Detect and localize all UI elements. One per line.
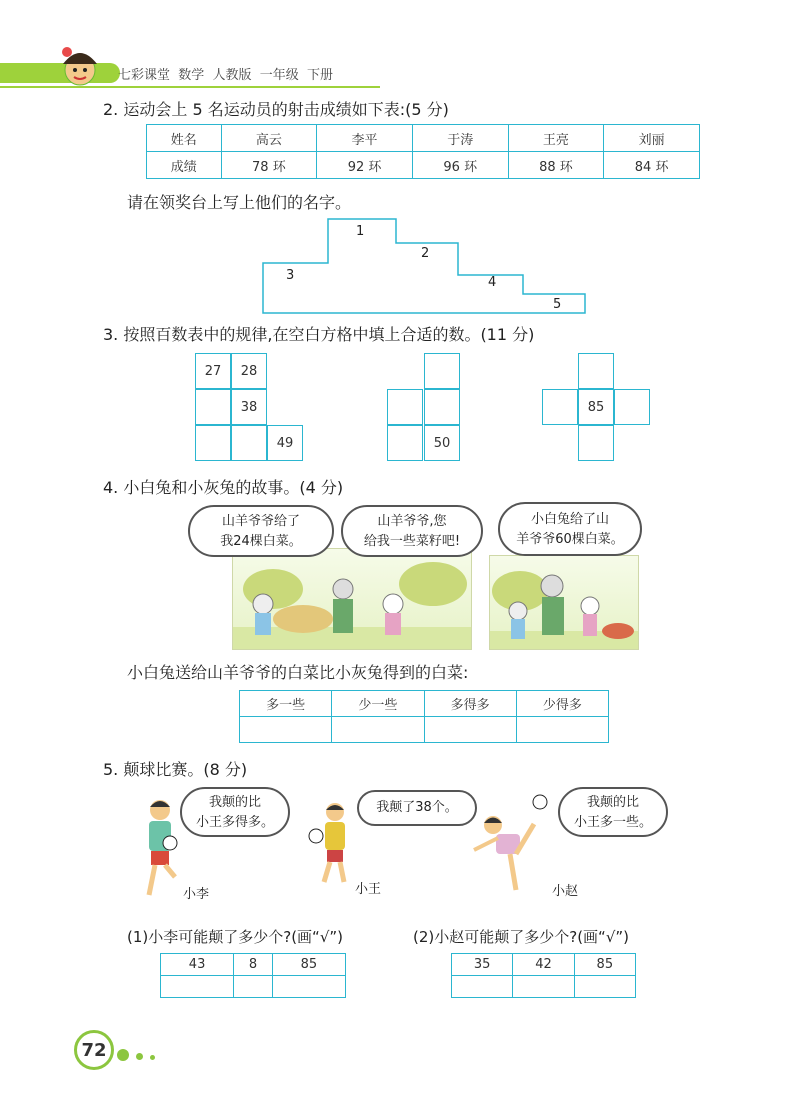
- podium-rank-4: 4: [488, 275, 497, 290]
- bubble-line: 小王多一些。: [573, 815, 652, 830]
- story-scene-2: [489, 555, 639, 650]
- grid1-blank-cell[interactable]: [231, 425, 267, 461]
- option-label: 多一些: [240, 691, 332, 717]
- bubble-line: 小白兔给了山: [530, 512, 609, 527]
- choice-value: 85: [574, 954, 635, 976]
- q4-title: 4. 小白兔和小灰兔的故事。(4 分): [103, 478, 344, 497]
- rabbits-goat-illustration: [233, 549, 471, 649]
- table-cell: 78 环: [221, 152, 317, 179]
- grid2-blank-cell[interactable]: [424, 353, 460, 389]
- grid3-blank-cell[interactable]: [542, 389, 578, 425]
- grid2-blank-cell[interactable]: [387, 425, 423, 461]
- table-cell: 成绩: [147, 152, 222, 179]
- grid1-blank-cell[interactable]: [195, 425, 231, 461]
- q2-instruction: 请在领奖台上写上他们的名字。: [127, 193, 352, 212]
- option-check-cell[interactable]: [516, 717, 608, 743]
- table-cell: 84 环: [604, 152, 700, 179]
- grid1-cell: 28: [231, 353, 267, 389]
- grid2-blank-cell[interactable]: [387, 389, 423, 425]
- choice-value: 42: [513, 954, 574, 976]
- page-number: 72: [81, 1039, 107, 1061]
- grid3-blank-cell[interactable]: [614, 389, 650, 425]
- table-header: 李平: [317, 125, 413, 152]
- choice-value: 35: [452, 954, 513, 976]
- q2-score-table: [146, 124, 700, 179]
- grid3-blank-cell[interactable]: [578, 425, 614, 461]
- q4-statement: 小白兔送给山羊爷爷的白菜比小灰兔得到的白菜:: [127, 663, 469, 682]
- grid1-cell: 38: [231, 389, 267, 425]
- option-label: 少得多: [516, 691, 608, 717]
- table-cell: 96 环: [412, 152, 508, 179]
- goat-rabbit-illustration: [490, 556, 638, 649]
- bubble-line: 山羊爷爷,您: [377, 514, 447, 529]
- option-check-cell[interactable]: [240, 717, 332, 743]
- grid1-cell: 49: [267, 425, 303, 461]
- mascot-icon: [55, 40, 105, 90]
- option-check-cell[interactable]: [424, 717, 516, 743]
- option-label: 多得多: [424, 691, 516, 717]
- name-xiaozhao: 小赵: [552, 884, 579, 899]
- q4-options-table: [239, 690, 609, 743]
- choice-value: 43: [161, 954, 234, 976]
- table-cell: 92 环: [317, 152, 413, 179]
- podium-rank-1: 1: [356, 224, 365, 239]
- grid1-blank-cell[interactable]: [195, 389, 231, 425]
- table-header: 于涛: [412, 125, 508, 152]
- bubble-line: 我颠的比: [586, 795, 639, 810]
- option-check-cell[interactable]: [332, 717, 424, 743]
- q5-sub2: (2)小赵可能颠了多少个?(画“√”): [413, 928, 630, 946]
- podium-rank-5: 5: [553, 297, 562, 312]
- header-title: 七彩课堂 数学 人教版 一年级 下册: [118, 68, 334, 83]
- q5-sub1: (1)小李可能颠了多少个?(画“√”): [127, 928, 344, 946]
- speech-bubble-2: [341, 505, 483, 557]
- page-number-badge: [74, 1030, 114, 1070]
- option-label: 少一些: [332, 691, 424, 717]
- choice-value: 85: [272, 954, 345, 976]
- footer-dot: [117, 1049, 129, 1061]
- table-header: 王亮: [508, 125, 604, 152]
- grid1-cell: 27: [195, 353, 231, 389]
- podium-rank-2: 2: [421, 246, 430, 261]
- choice-check-cell[interactable]: [161, 976, 234, 998]
- table-cell: 88 环: [508, 152, 604, 179]
- bubble-line: 山羊爷爷给了: [221, 514, 300, 529]
- choice-check-cell[interactable]: [574, 976, 635, 998]
- bubble-line: 给我一些菜籽吧!: [363, 534, 461, 549]
- story-scene-1: [232, 548, 472, 650]
- choice-check-cell[interactable]: [234, 976, 273, 998]
- bubble-line: 羊爷爷60棵白菜。: [516, 532, 624, 547]
- speech-bubble-xiaoli: [180, 787, 290, 837]
- podium: [255, 212, 595, 322]
- name-xiaoli: 小李: [183, 887, 210, 902]
- footer-dot: [136, 1053, 143, 1060]
- choice-value: 8: [234, 954, 273, 976]
- q5-title: 5. 颠球比赛。(8 分): [103, 760, 248, 779]
- bubble-line: 我颠的比: [208, 795, 261, 810]
- speech-bubble-xiaowang: [357, 790, 477, 826]
- q5-table-1: [160, 953, 346, 998]
- grid2-cell: 50: [424, 425, 460, 461]
- table-header: 姓名: [147, 125, 222, 152]
- q5-table-2: [451, 953, 636, 998]
- bubble-line: 我24棵白菜。: [220, 534, 302, 549]
- table-header: 刘丽: [604, 125, 700, 152]
- q2-title: 2. 运动会上 5 名运动员的射击成绩如下表:(5 分): [103, 100, 449, 119]
- choice-check-cell[interactable]: [452, 976, 513, 998]
- bubble-line: 小王多得多。: [195, 815, 274, 830]
- player-xiaozhao-illustration: [468, 790, 558, 900]
- speech-bubble-1: [188, 505, 334, 557]
- name-xiaowang: 小王: [355, 882, 382, 897]
- grid3-cell: 85: [578, 389, 614, 425]
- grid2-blank-cell[interactable]: [424, 389, 460, 425]
- table-header: 高云: [221, 125, 317, 152]
- choice-check-cell[interactable]: [272, 976, 345, 998]
- q3-title: 3. 按照百数表中的规律,在空白方格中填上合适的数。(11 分): [103, 325, 535, 344]
- speech-bubble-xiaozhao: [558, 787, 668, 837]
- podium-rank-3: 3: [286, 268, 295, 283]
- footer-dot: [150, 1055, 155, 1060]
- choice-check-cell[interactable]: [513, 976, 574, 998]
- grid3-blank-cell[interactable]: [578, 353, 614, 389]
- speech-bubble-3: [498, 502, 642, 556]
- bubble-line: 我颠了38个。: [376, 800, 458, 815]
